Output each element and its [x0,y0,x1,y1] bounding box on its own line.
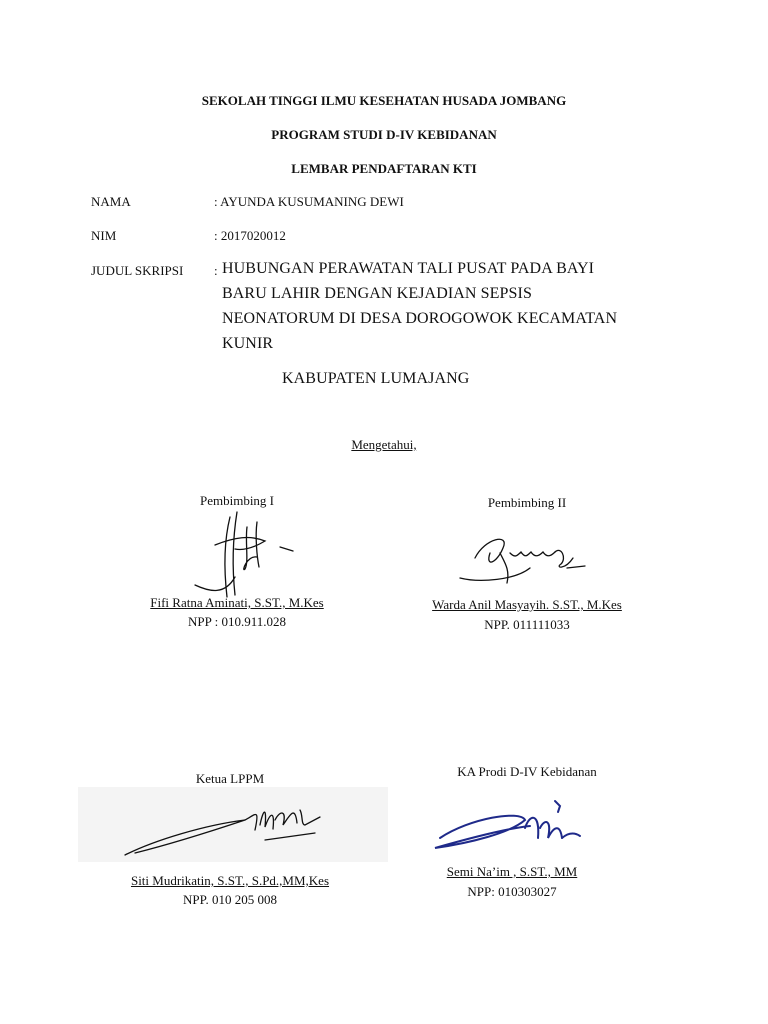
ketua-name: Siti Mudrikatin, S.ST., S.Pd.,MM,Kes [130,873,330,888]
institution-title: SEKOLAH TINGGI ILMU KESEHATAN HUSADA JOMBANG [201,93,567,108]
pembimbing2-signature [455,528,595,588]
nama-value: : AYUNDA KUSUMANING DEWI [214,194,404,209]
ketua-role: Ketua LPPM [195,771,265,786]
ketua-npp: NPP. 010 205 008 [183,892,277,907]
ketua-signature [115,795,335,860]
judul-line-2: BARU LAHIR DENGAN KEJADIAN SEPSIS [222,285,532,302]
kaprodi-role: KA Prodi D-IV Kebidanan [457,764,597,779]
nim-value: : 2017020012 [214,228,286,243]
form-title: LEMBAR PENDAFTARAN KTI [291,161,477,176]
kaprodi-signature [430,798,590,858]
kaprodi-npp: NPP: 010303027 [467,884,557,899]
judul-line-3: NEONATORUM DI DESA DOROGOWOK KECAMATAN [222,310,618,327]
judul-line-1: HUBUNGAN PERAWATAN TALI PUSAT PADA BAYI [222,260,595,277]
pembimbing1-role: Pembimbing I [199,493,275,508]
nama-label: NAMA [91,194,131,209]
judul-colon: : [214,263,218,278]
pembimbing2-name: Warda Anil Masyayih. S.ST., M.Kes [432,597,622,612]
kaprodi-name: Semi Na’im , S.ST., MM [446,864,578,879]
pembimbing1-npp: NPP : 010.911.028 [188,614,286,629]
approval-heading: Mengetahui, [351,437,417,452]
pembimbing2-npp: NPP. 011111033 [484,617,570,632]
judul-continuation: KABUPATEN LUMAJANG [282,370,470,387]
pembimbing2-role: Pembimbing II [487,495,567,510]
pembimbing1-name: Fifi Ratna Aminati, S.ST., M.Kes [150,595,324,610]
judul-label: JUDUL SKRIPSI [91,263,184,278]
program-title: PROGRAM STUDI D-IV KEBIDANAN [271,127,497,142]
nim-label: NIM [91,228,117,243]
pembimbing1-signature [175,507,305,607]
judul-line-4: KUNIR [222,335,274,352]
